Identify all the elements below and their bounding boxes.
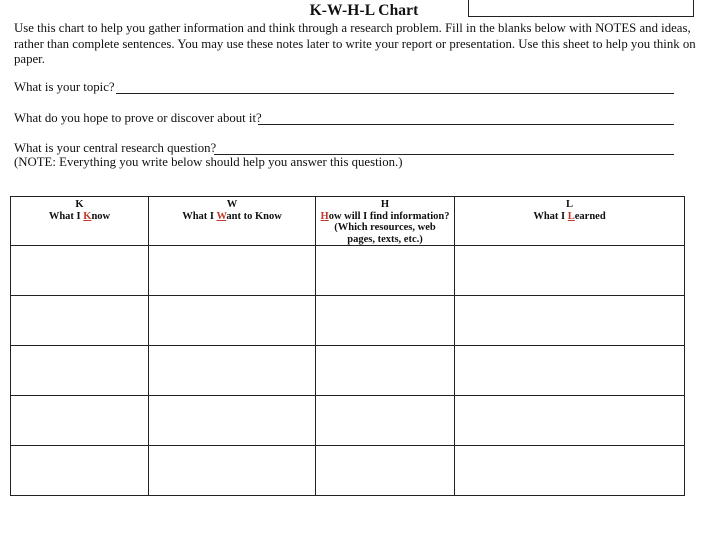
column-label: What I Know bbox=[48, 210, 111, 222]
cell-w[interactable] bbox=[149, 246, 316, 296]
table-row bbox=[11, 346, 685, 396]
topic-answer-line[interactable] bbox=[116, 93, 674, 94]
note-text: (NOTE: Everything you write below should help you answer this question.) bbox=[14, 155, 403, 169]
prove-answer-line[interactable] bbox=[258, 124, 674, 125]
column-letter: H bbox=[380, 199, 390, 210]
cell-k[interactable] bbox=[11, 396, 149, 446]
cell-l[interactable] bbox=[455, 396, 685, 446]
instructions-text: Use this chart to help you gather information and think through a research problem. Fill in the blanks below with NOTES and ideas, rather than complete sentences. You may use these notes later to write your report or presentation. Use this sheet to help you think on paper. bbox=[14, 21, 696, 66]
cell-h[interactable] bbox=[316, 346, 455, 396]
cell-w[interactable] bbox=[149, 346, 316, 396]
column-label: How will I find information? bbox=[320, 210, 450, 222]
cell-l[interactable] bbox=[455, 346, 685, 396]
kwhl-table bbox=[10, 196, 685, 496]
table-row bbox=[11, 396, 685, 446]
cell-h[interactable] bbox=[316, 396, 455, 446]
cell-k[interactable] bbox=[11, 446, 149, 496]
table-row bbox=[11, 296, 685, 346]
cell-h[interactable] bbox=[316, 446, 455, 496]
prove-question: What do you hope to prove or discover about it? bbox=[14, 111, 262, 125]
cell-h[interactable] bbox=[316, 246, 455, 296]
central-question: What is your central research question? bbox=[14, 141, 217, 155]
cell-l[interactable] bbox=[455, 246, 685, 296]
column-header-l bbox=[455, 197, 685, 246]
column-header-h bbox=[316, 197, 455, 246]
cell-w[interactable] bbox=[149, 446, 316, 496]
cell-k[interactable] bbox=[11, 246, 149, 296]
table-row bbox=[11, 446, 685, 496]
column-letter: L bbox=[565, 199, 573, 210]
table-row bbox=[11, 246, 685, 296]
cell-k[interactable] bbox=[11, 346, 149, 396]
cell-w[interactable] bbox=[149, 396, 316, 446]
cell-l[interactable] bbox=[455, 296, 685, 346]
cell-k[interactable] bbox=[11, 296, 149, 346]
page-title: K-W-H-L Chart bbox=[309, 2, 419, 19]
cell-w[interactable] bbox=[149, 296, 316, 346]
topic-question: What is your topic? bbox=[14, 80, 115, 94]
column-header-k bbox=[11, 197, 149, 246]
column-label: What I Want to Know bbox=[182, 210, 282, 222]
column-header-w bbox=[149, 197, 316, 246]
column-sublabel: (Which resources, web pages, texts, etc.) bbox=[334, 222, 436, 245]
column-letter: K bbox=[75, 199, 84, 210]
cell-l[interactable] bbox=[455, 446, 685, 496]
header-row bbox=[11, 197, 685, 246]
cell-h[interactable] bbox=[316, 296, 455, 346]
column-label: What I Learned bbox=[533, 210, 606, 222]
column-letter: W bbox=[226, 199, 238, 210]
